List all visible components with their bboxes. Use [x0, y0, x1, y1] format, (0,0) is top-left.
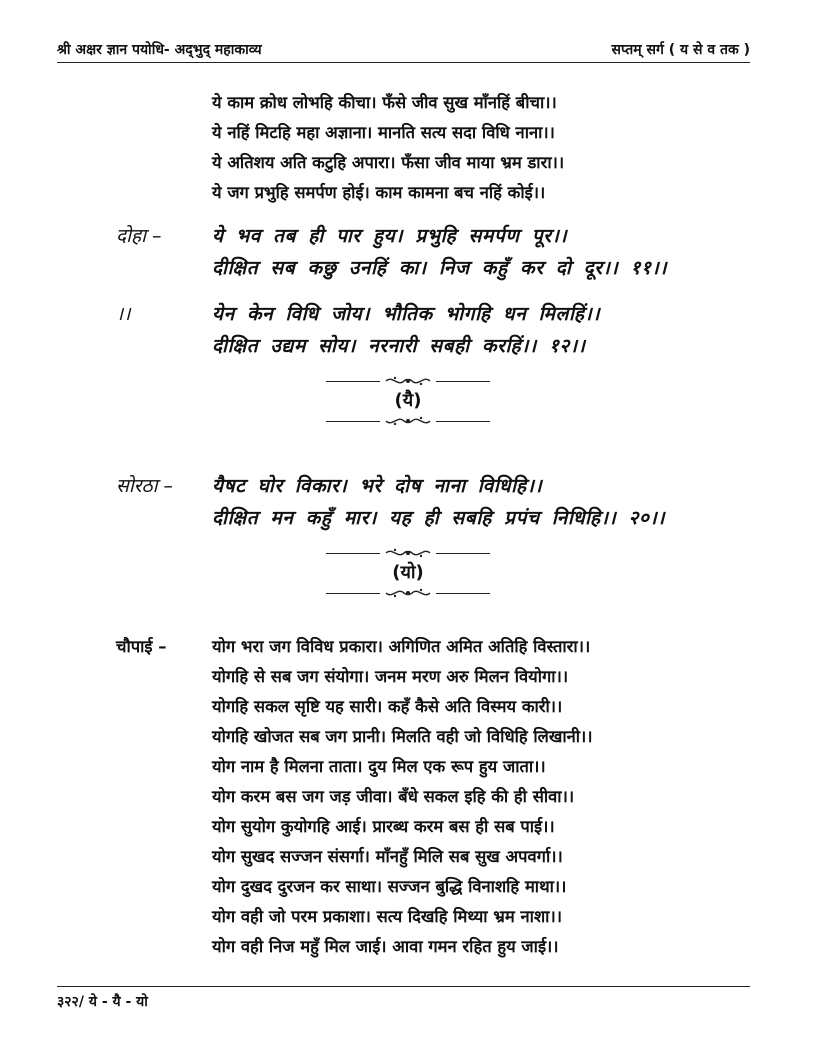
footer-rule	[57, 986, 750, 987]
chaupai-label: चौपाई –	[116, 637, 167, 656]
page-footer: ३२२/ ये - यै - यो	[57, 994, 148, 1010]
flourish-icon	[380, 586, 436, 600]
verse-line: ये नहिं मिटहि महा अज्ञाना। मानति सत्य सदा विधि नाना।।	[212, 123, 555, 142]
ornament-divider	[322, 414, 494, 428]
book-title: श्री अक्षर ज्ञान पयोधि- अद्‌भुद्‌ महाकाव्य	[57, 42, 262, 58]
section-heading-yai	[322, 374, 494, 428]
flourish-icon	[380, 374, 436, 388]
doha-line: दीक्षित सब कछु उनहिं का। निज कहुँ कर दो दूर।। ११।।	[212, 257, 668, 279]
running-header	[57, 38, 750, 62]
chaupai-line: योगहि सकल सृष्टि यह सारी। कहँ कैसे अति विस्मय कारी।।	[212, 697, 563, 716]
sortha-line: यैषट घोर विकार। भरे दोष नाना विधिहि।।	[212, 475, 543, 497]
sortha-line: दीक्षित मन कहुँ मार। यह ही सबहि प्रपंच निधिहि।। २०।।	[212, 507, 666, 529]
doha-repeat-label: ।।	[116, 303, 131, 325]
verse-line: ये अतिशय अति कटुहि अपारा। फँसा जीव माया भ्रम डारा।।	[212, 153, 565, 172]
sortha-label: सोरठा –	[116, 475, 174, 497]
chaupai-line: योगहि खोजत सब जग प्रानी। मिलति वही जो विधिहि लिखानी।।	[212, 727, 593, 746]
verse-line: ये जग प्रभुहि समर्पण होई। काम कामना बच नहिं कोई।।	[212, 183, 546, 202]
doha-label: दोहा –	[116, 225, 162, 247]
chaupai-line: योग सुयोग कुयोगहि आई। प्रारब्ध करम बस ही सब पाई।।	[212, 817, 555, 836]
section-heading-yo	[322, 546, 494, 600]
chaupai-line: योग नाम है मिलना ताता। दुय मिल एक रूप हुय जाता।।	[212, 757, 546, 776]
chaupai-line: योग भरा जग विविध प्रकारा। अगिणित अमित अतिहि विस्तारा।।	[212, 637, 591, 656]
ornament-divider	[322, 374, 494, 388]
chaupai-line: योग सुखद सज्जन संसर्गा। माँनहुँ मिलि सब सुख अपवर्गा।।	[212, 847, 563, 866]
chaupai-line: योगहि से सब जग संयोगा। जनम मरण अरु मिलन वियोगा।।	[212, 667, 569, 686]
flourish-icon	[380, 414, 436, 428]
section-syllable: (यो)	[392, 562, 424, 583]
verse-line: ये काम क्रोध लोभहि कीचा। फँसे जीव सुख माँनहिं बीचा।।	[212, 93, 557, 112]
flourish-icon	[380, 546, 436, 560]
chaupai-line: योग दुखद दुरजन कर साथा। सज्जन बुद्धि विनाशहि माथा।।	[212, 877, 567, 896]
header-rule	[57, 62, 750, 63]
ornament-divider	[322, 586, 494, 600]
chapter-title: सप्तम्‌ सर्ग ( य से व तक )	[611, 42, 750, 58]
ornament-divider	[322, 546, 494, 560]
doha-line: ये भव तब ही पार हुय। प्रभुहि समर्पण पूर।।	[212, 225, 568, 247]
chaupai-line: योग करम बस जग जड़ जीवा। बँधे सकल इहि की ही सीवा।।	[212, 787, 575, 806]
chaupai-line: योग वही निज महुँ मिल जाई। आवा गमन रहित हुय जाई।।	[212, 937, 559, 956]
chaupai-line: योग वही जो परम प्रकाशा। सत्य दिखहि मिथ्या भ्रम नाशा।।	[212, 907, 562, 926]
doha-line: येन केन विधि जोय। भौतिक भोगहि धन मिलहिं।।	[212, 303, 601, 325]
doha-line: दीक्षित उद्यम सोय। नरनारी सबही करहिं।। १२।।	[212, 335, 586, 357]
section-syllable: (यै)	[394, 390, 422, 411]
